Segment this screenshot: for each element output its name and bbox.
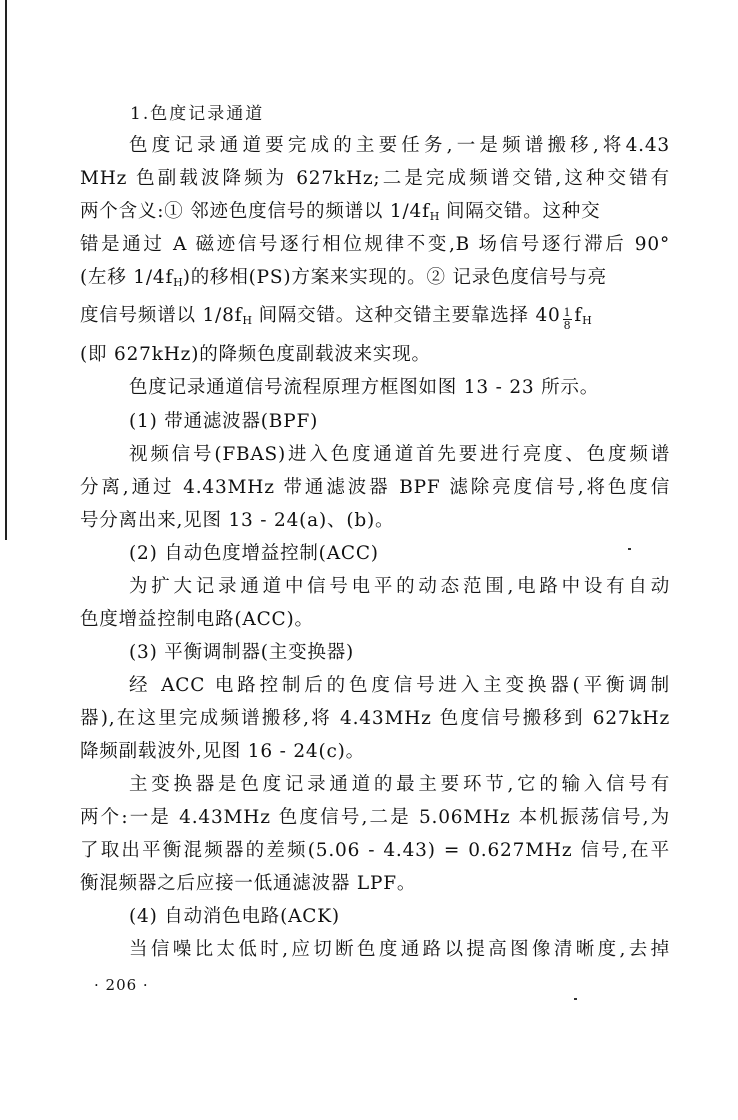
p1-line-3-text-b: 间隔交错。这种交 xyxy=(439,201,601,222)
p1-line-6-subscript: H xyxy=(242,314,252,327)
p1-line-5-subscript: H xyxy=(173,276,183,289)
heading-acc: (2) 自动色度增益控制(ACC) xyxy=(129,543,379,564)
p1-line-6-text-c: f xyxy=(574,305,583,326)
scan-speck xyxy=(574,998,577,1000)
p1-line-3-subscript: H xyxy=(429,210,440,223)
p1-line-1: 色度记录通道要完成的主要任务,一是频谱搬移,将4.43 xyxy=(129,135,670,156)
p5-line-3: 降频副载波外,见图 16 - 24(c)。 xyxy=(80,741,365,762)
p6-line-3: 了取出平衡混频器的差频(5.06 - 4.43) = 0.627MHz 信号,在平 xyxy=(80,840,670,861)
p5-line-2: 器),在这里完成频谱搬移,将 4.43MHz 色度信号搬移到 627kHz xyxy=(80,708,670,729)
heading-bpf: (1) 带通滤波器(BPF) xyxy=(129,411,319,432)
scan-speck xyxy=(628,548,631,550)
p5-line-1: 经 ACC 电路控制后的色度信号进入主变换器(平衡调制 xyxy=(129,675,670,696)
p1-line-5 xyxy=(80,266,670,295)
section-title: 1.色度记录通道 xyxy=(130,104,265,124)
p6-line-4: 衡混频器之后应接一低通滤波器 LPF。 xyxy=(80,873,417,894)
p1-line-4: 错是通过 A 磁迹信号逐行相位规律不变,B 场信号逐行滞后 90° xyxy=(80,234,670,255)
p1-line-6-subscript-2: H xyxy=(582,314,592,327)
page-number: · 206 · xyxy=(94,976,149,994)
p1-line-6 xyxy=(80,304,670,333)
binding-edge-line xyxy=(5,0,7,540)
p7-line-1: 当信噪比太低时,应切断色度通路以提高图像清晰度,去掉 xyxy=(129,939,670,960)
fraction-one-eighth xyxy=(563,307,573,332)
p3-line-2: 分离,通过 4.43MHz 带通滤波器 BPF 滤除亮度信号,将色度信 xyxy=(80,477,670,498)
p1-line-7: (即 627kHz)的降频色度副载波来实现。 xyxy=(80,344,431,365)
fraction-denominator: 8 xyxy=(563,319,572,332)
p6-line-1: 主变换器是色度记录通道的最主要环节,它的输入信号有 xyxy=(129,774,670,795)
heading-ack: (4) 自动消色电路(ACK) xyxy=(129,906,340,927)
p4-line-1: 为扩大记录通道中信号电平的动态范围,电路中设有自动 xyxy=(129,576,670,597)
heading-balanced-modulator: (3) 平衡调制器(主变换器) xyxy=(129,642,355,663)
p6-line-2: 两个:一是 4.43MHz 色度信号,二是 5.06MHz 本机振荡信号,为 xyxy=(80,807,670,828)
p3-line-1: 视频信号(FBAS)进入色度通道首先要进行亮度、色度频谱 xyxy=(129,444,670,465)
p1-line-3-text-a: 两个含义:① 邻迹色度信号的频谱以 1/4f xyxy=(80,201,430,222)
p1-line-5-text-b: )的移相(PS)方案来实现的。② 记录色度信号与亮 xyxy=(182,267,607,288)
p2-line-1: 色度记录通道信号流程原理方框图如图 13 - 23 所示。 xyxy=(129,377,600,398)
p3-line-3: 号分离出来,见图 13 - 24(a)、(b)。 xyxy=(80,510,395,531)
p1-line-6-text-a: 度信号频谱以 1/8f xyxy=(80,305,243,326)
p4-line-2: 色度增益控制电路(ACC)。 xyxy=(80,609,314,630)
p1-line-6-text-b: 间隔交错。这种交错主要靠选择 40 xyxy=(251,305,561,326)
p1-line-5-text-a: (左移 1/4f xyxy=(80,267,174,288)
p1-line-3 xyxy=(80,200,670,229)
fraction-numerator: 1 xyxy=(563,306,572,319)
p1-line-2: MHz 色副载波降频为 627kHz;二是完成频谱交错,这种交错有 xyxy=(80,168,670,189)
